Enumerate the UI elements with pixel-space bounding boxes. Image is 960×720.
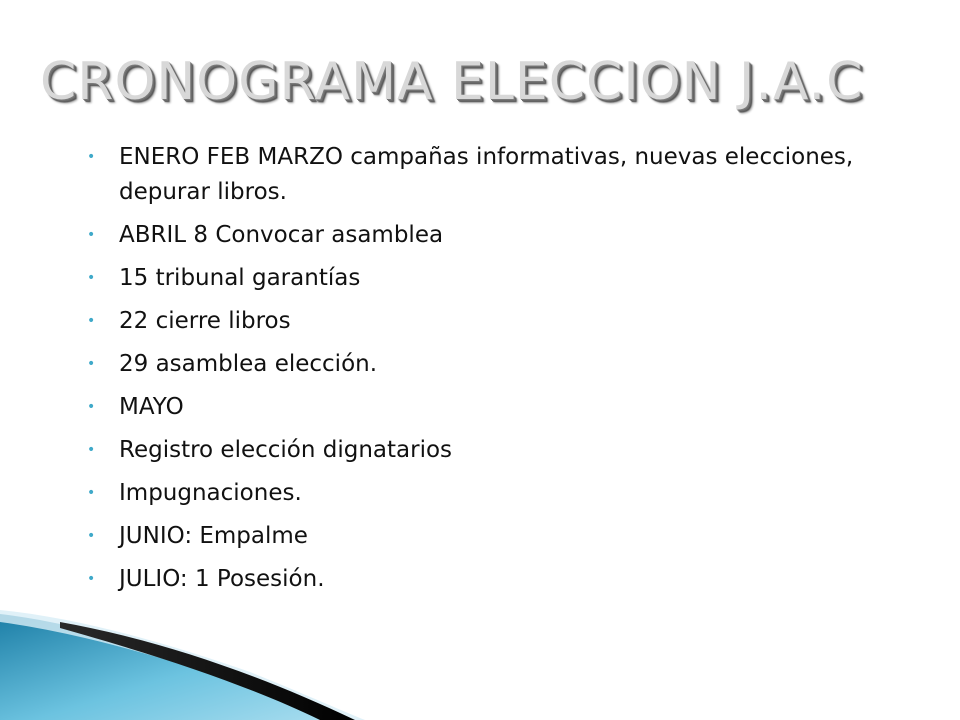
bullet-text: 8 Convocar asamblea <box>186 222 444 248</box>
bullet-dot-icon: • <box>87 442 96 458</box>
bullet-text: 29 asamblea elección. <box>119 351 378 377</box>
bullet-item <box>87 218 907 253</box>
bullet-item <box>87 476 907 511</box>
bullet-dot-icon: • <box>87 571 96 587</box>
bullet-text: 22 cierre libros <box>119 308 291 334</box>
bullet-dot-icon: • <box>87 528 96 544</box>
bullet-item <box>87 261 907 296</box>
bullet-text: campañas informativas, nuevas elecciones, depurar libros. <box>119 144 854 205</box>
bullet-item <box>87 304 907 339</box>
bullet-dot-icon: • <box>87 356 96 372</box>
bullet-strong: MAYO <box>119 394 184 420</box>
bullet-dot-icon: • <box>87 485 96 501</box>
bullet-dot-icon: • <box>87 227 96 243</box>
bullet-item <box>87 562 907 597</box>
bullet-strong: ENERO FEB MARZO <box>119 144 343 170</box>
bullet-item <box>87 347 907 382</box>
bullet-item <box>87 140 907 210</box>
bullet-item <box>87 390 907 425</box>
bullet-item <box>87 519 907 554</box>
bullet-text: Impugnaciones. <box>119 480 302 506</box>
bullet-strong: ABRIL <box>119 222 187 248</box>
corner-wave-decoration <box>0 600 400 720</box>
bullet-dot-icon: • <box>87 270 96 286</box>
bullet-text: Registro elección dignatarios <box>119 437 453 463</box>
slide-title: CRONOGRAMA ELECCION J.A.C <box>40 52 864 112</box>
bullet-list <box>87 140 907 605</box>
bullet-strong: JULIO <box>119 566 180 592</box>
bullet-strong: JUNIO <box>119 523 185 549</box>
bullet-dot-icon: • <box>87 399 96 415</box>
bullet-text: : 1 Posesión. <box>179 566 325 592</box>
bullet-dot-icon: • <box>87 149 96 165</box>
bullet-text: 15 tribunal garantías <box>119 265 361 291</box>
bullet-dot-icon: • <box>87 313 96 329</box>
bullet-text: : Empalme <box>184 523 308 549</box>
bullet-item <box>87 433 907 468</box>
